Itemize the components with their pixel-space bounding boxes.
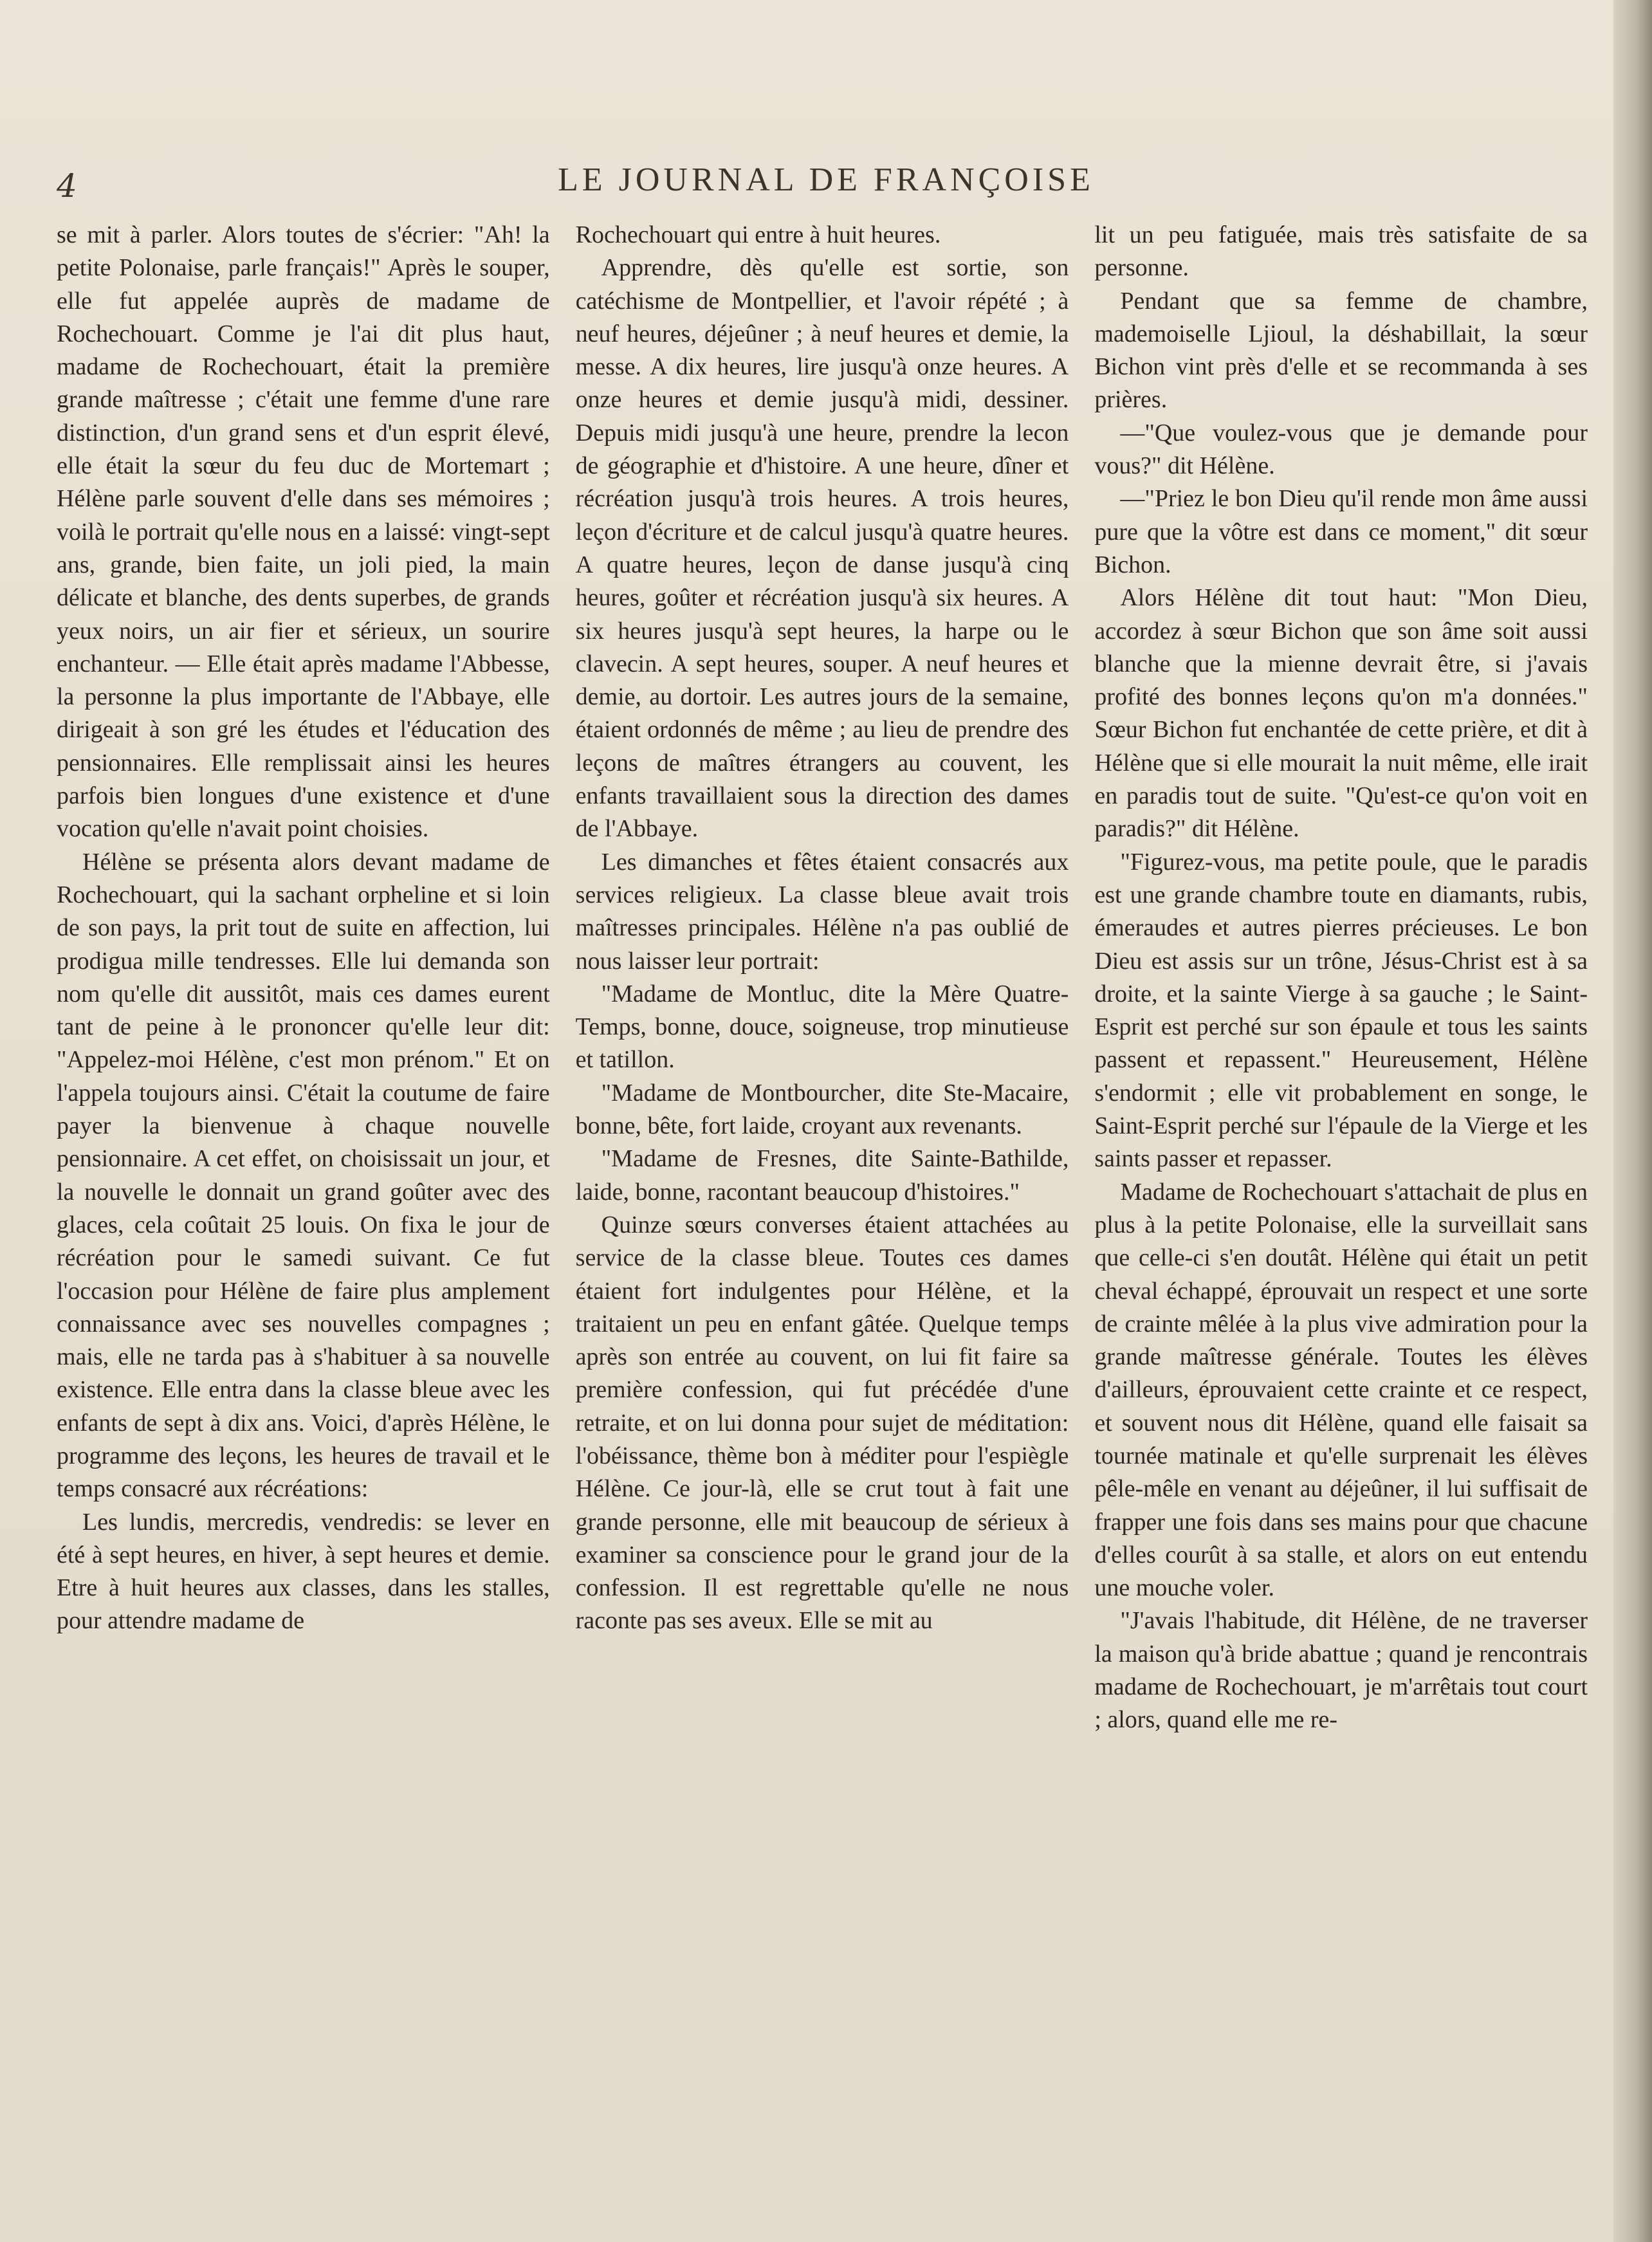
paragraph: "Madame de Montluc, dite la Mère Quatre-Temps, bonne, douce, soigneuse, trop minutieuse et tatillon. <box>575 980 1069 1074</box>
paragraph: se mit à parler. Alors toutes de s'écrier: "Ah! la petite Polonaise, parle français!" Après le souper, elle fut appelée auprès de madame de Rochechouart. Comme je l'ai dit plus haut, madame de Rochechouart, était la première grande maîtresse ; c'était une femme d'une rare distinction, d'un grand sens et d'un esprit élevé, elle était la sœur du feu duc de Mortemart ; Hélène parle souvent d'elle dans ses mémoires ; voilà le portrait qu'elle nous en a laissé: vingt-sept ans, grande, bien faite, un joli pied, la main délicate et blanche, des dents superbes, de grands yeux noirs, un air fier et sérieux, un sourire enchanteur. — Elle était après madame l'Abbesse, la personne la plus importante de l'Abbaye, elle dirigeait à son gré les études et l'éducation des pensionnaires. Elle remplissait ainsi les heures parfois bien longues d'une existence et d'une vocation qu'elle n'avait point choisies. <box>57 221 550 843</box>
paragraph: Pendant que sa femme de chambre, mademoiselle Ljioul, la déshabillait, la sœur Bichon vint près d'elle et se recommanda à ses prières. <box>1094 287 1588 414</box>
paragraph: Quinze sœurs converses étaient attachées au service de la classe bleue. Toutes ces dames étaient fort indulgentes pour Hélène, et la traitaient un peu en enfant gâtée. Quelque temps après son entrée au couvent, on lui fit faire sa première confession, qui fut précédée d'une retraite, et on lui donna pour sujet de méditation: l'obéissance, thème bon à méditer pour l'espiègle Hélène. Ce jour-là, elle se crut tout à fait une grande personne, elle mit beaucoup de sérieux à examiner sa conscience pour le grand jour de la confession. Il est regrettable qu'elle ne nous raconte pas ses aveux. Elle se mit au <box>575 1211 1069 1635</box>
paragraph: Alors Hélène dit tout haut: "Mon Dieu, accordez à sœur Bichon que son âme soit aussi blanche que la mienne devrait être, si j'avais profité des bonnes leçons qu'on m'a données." Sœur Bichon fut enchantée de cette prière, et dit à Hélène que si elle mourait la nuit même, elle irait en paradis tout de suite. "Qu'est-ce qu'on voit en paradis?" dit Hélène. <box>1094 584 1588 843</box>
paragraph: Rochechouart qui entre à huit heures. <box>575 221 941 248</box>
paragraph: "Madame de Montbourcher, dite Ste-Macaire, bonne, bête, fort laide, croyant aux revenants. <box>575 1079 1069 1140</box>
text-columns <box>57 219 1588 2200</box>
paragraph: —"Que voulez-vous que je demande pour vous?" dit Hélène. <box>1094 419 1588 480</box>
page-number: 4 <box>57 167 77 205</box>
paragraph: "Figurez-vous, ma petite poule, que le paradis est une grande chambre toute en diamants, rubis, émeraudes et autres pierres précieuses. Le bon Dieu est assis sur un trône, Jésus-Christ est à sa droite, et la sainte Vierge à sa gauche ; le Saint-Esprit est perché sur son épaule et tous les saints passent et repassent." Heureusement, Hélène s'endormit ; elle vit probablement en songe, le Saint-Esprit perché sur l'épaule de la Vierge et les saints passer et repasser. <box>1094 848 1588 1173</box>
journal-title: LE JOURNAL DE FRANÇOISE <box>558 161 1094 198</box>
paragraph: —"Priez le bon Dieu qu'il rende mon âme aussi pure que la vôtre est dans ce moment," dit sœur Bichon. <box>1094 485 1588 578</box>
paragraph: Apprendre, dès qu'elle est sortie, son catéchisme de Montpellier, et l'avoir répété ; à neuf heures, déjeûner ; à neuf heures et demie, la messe. A dix heures, lire jusqu'à onze heures. A onze heures et demie jusqu'à midi, dessiner. Depuis midi jusqu'à une heure, prendre la lecon de géographie et d'histoire. A une heure, dîner et récréation jusqu'à trois heures. A trois heures, leçon d'écriture et de calcul jusqu'à quatre heures. A quatre heures, leçon de danse jusqu'à cinq heures, goûter et récréation jusqu'à six heures. A six heures jusqu'à sept heures, la harpe ou le clavecin. A sept heures, souper. A neuf heures et demie, au dortoir. Les autres jours de la semaine, étaient ordonnés de même ; au lieu de prendre des leçons de maîtres étrangers au couvent, les enfants travaillaient sous la direction des dames de l'Abbaye. <box>575 254 1069 843</box>
paragraph: Les dimanches et fêtes étaient consacrés aux services religieux. La classe bleue avait trois maîtresses principales. Hélène n'a pas oublié de nous laisser leur portrait: <box>575 848 1069 975</box>
paragraph: lit un peu fatiguée, mais très satisfaite de sa personne. <box>1094 221 1588 282</box>
paragraph: "Madame de Fresnes, dite Sainte-Bathilde, laide, bonne, racontant beaucoup d'histoires." <box>575 1145 1069 1206</box>
paragraph: "J'avais l'habitude, dit Hélène, de ne traverser la maison qu'à bride abattue ; quand je rencontrais madame de Rochechouart, je m'arrêtais tout court ; alors, quand elle me re- <box>1094 1607 1588 1734</box>
page-header <box>0 154 1652 206</box>
column-3 <box>1094 219 1588 2200</box>
column-2 <box>576 219 1069 2200</box>
paragraph: Les lundis, mercredis, vendredis: se lever en été à sept heures, en hiver, à sept heures et demie. Etre à huit heures aux classes, dans les stalles, pour attendre madame de <box>57 1508 550 1635</box>
page-binding-edge <box>1613 0 1652 2242</box>
paragraph: Hélène se présenta alors devant madame de Rochechouart, qui la sachant orpheline et si loin de son pays, la prit tout de suite en affection, lui prodigua mille tendresses. Elle lui demanda son nom qu'elle dit aussitôt, mais ces dames eurent tant de peine à le prononcer qu'elle leur dit: "Appelez-moi Hélène, c'est mon prénom." Et on l'appela toujours ainsi. C'était la coutume de faire payer la bienvenue à chaque nouvelle pensionnaire. A cet effet, on choisissait un jour, et la nouvelle le donnait un grand goûter avec des glaces, cela coûtait 25 louis. On fixa le jour de récréation pour le samedi suivant. Ce fut l'occasion pour Hélène de faire plus amplement connaissance avec ses nouvelles compagnes ; mais, elle ne tarda pas à s'habituer à sa nouvelle existence. Elle entra dans la classe bleue avec les enfants de sept à dix ans. Voici, d'après Hélène, le programme des leçons, les heures de travail et le temps consacré aux récréations: <box>57 848 550 1503</box>
column-1 <box>57 219 550 2200</box>
paragraph: Madame de Rochechouart s'attachait de plus en plus à la petite Polonaise, elle la surveillait sans que celle-ci s'en doutât. Hélène qui était un petit cheval échappé, éprouvait un respect et une sorte de crainte mêlée à la plus vive admiration pour la grande maîtresse générale. Toutes les élèves d'ailleurs, éprouvaient cette crainte et ce respect, et souvent nous dit Hélène, quand elle faisait sa tournée matinale et qu'elle surprenait les élèves pêle-mêle en venant au déjeûner, il lui suffisait de frapper une fois dans ses mains pour que chacune d'elles courût à sa stalle, et alors on eut entendu une mouche voler. <box>1094 1178 1588 1602</box>
